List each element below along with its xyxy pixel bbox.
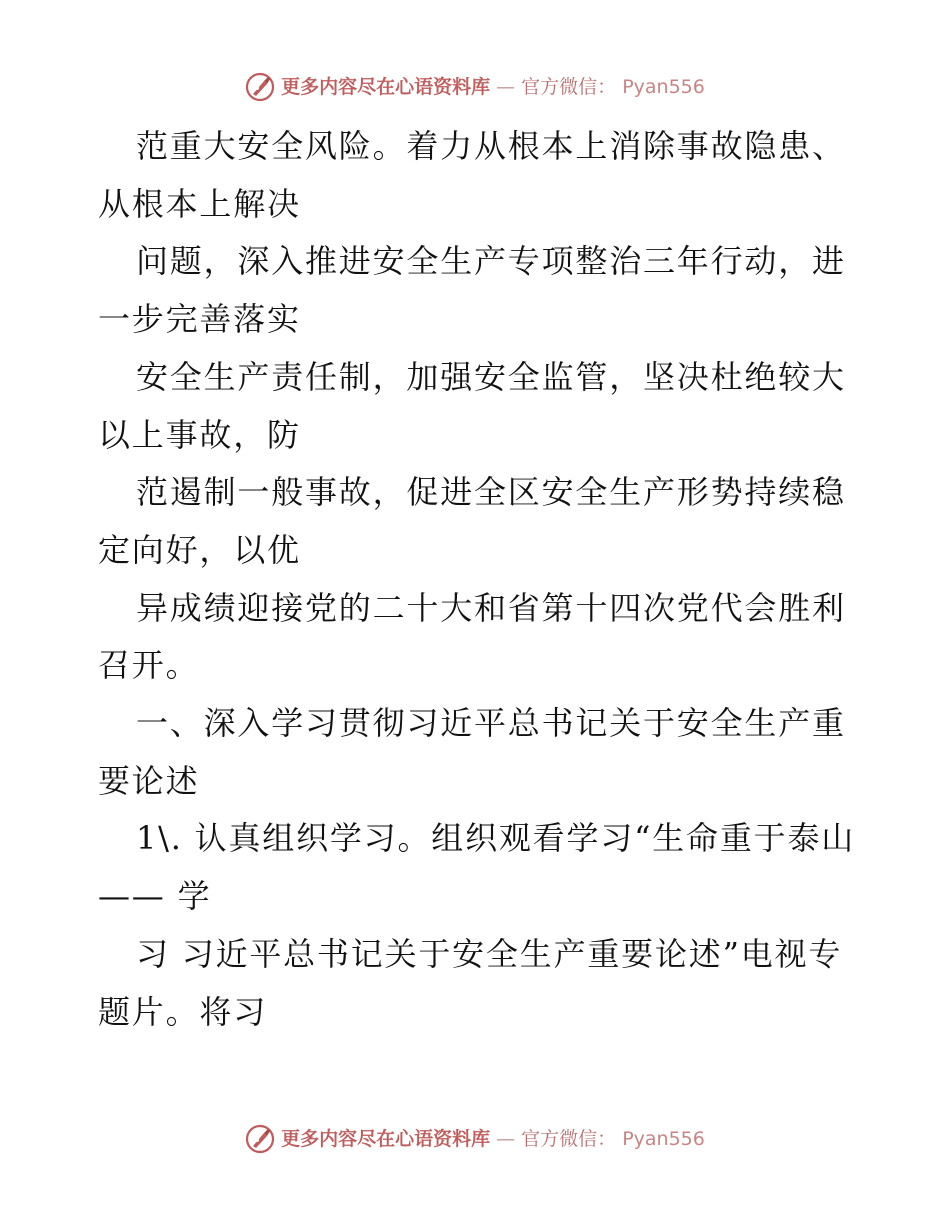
watermark-wechat-id: Pyan556 [622,1128,705,1150]
paragraph: 安全生产责任制，加强安全监管，坚决杜绝较大以上事故，防 [98,357,846,454]
watermark-label: 官方微信： [521,1128,617,1150]
paragraph: 1\. 认真组织学习。组织观看学习“生命重于泰山—— 学 [98,819,856,916]
paragraph: 异成绩迎接党的二十大和省第十四次党代会胜利召开。 [98,588,846,685]
watermark-label: 官方微信： [521,76,617,98]
paragraph: 问题，深入推进安全生产专项整治三年行动，进一步完善落实 [98,242,846,339]
watermark-brand: 更多内容尽在心语资料库 [281,1128,491,1150]
watermark-separator: — [496,1128,516,1150]
paragraph: 范遏制一般事故，促进全区安全生产形势持续稳定向好，以优 [98,473,846,569]
header-watermark [0,72,950,102]
pen-logo-icon [245,1124,275,1154]
watermark-separator: — [496,76,516,98]
pen-logo-icon [245,72,275,102]
section-heading: 一、深入学习贯彻习近平总书记关于安全生产重要论述 [98,704,846,800]
watermark-brand: 更多内容尽在心语资料库 [281,76,491,98]
document-body [98,118,858,1041]
footer-watermark [0,1124,950,1154]
paragraph: 范重大安全风险。着力从根本上消除事故隐患、从根本上解决 [98,127,846,223]
watermark-wechat-id: Pyan556 [622,76,705,98]
paragraph: 习 习近平总书记关于安全生产重要论述”电视专题片。将习 [98,934,843,1031]
